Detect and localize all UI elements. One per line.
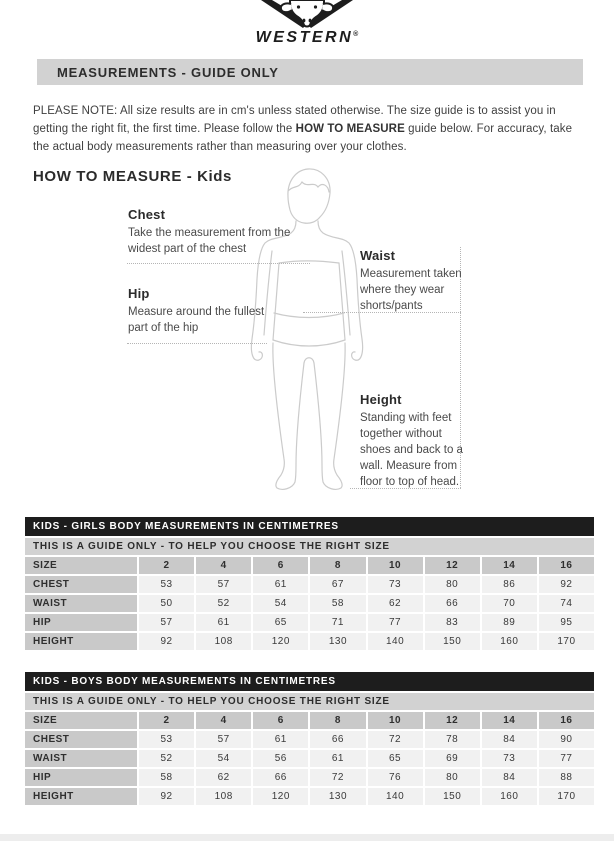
chest-guide-line <box>127 263 310 264</box>
row-label: HEIGHT <box>25 788 137 805</box>
cell-value: 88 <box>539 769 594 786</box>
cell-value: 73 <box>368 576 423 593</box>
note-prefix: PLEASE NOTE: All size results are in cm's unless stated otherwise. The size guide is to assist you in getting the right fit, the first time. Please follow the <box>33 105 556 135</box>
cell-value: 69 <box>425 750 480 767</box>
cell-value: 130 <box>310 788 365 805</box>
annotation-height-label: Height <box>360 392 402 407</box>
table-subtitle: THIS IS A GUIDE ONLY - TO HELP YOU CHOOSE THE RIGHT SIZE <box>25 538 594 555</box>
cell-value: 10 <box>368 712 423 729</box>
cell-value: 160 <box>482 633 537 650</box>
cell-value: 77 <box>539 750 594 767</box>
cell-value: 12 <box>425 712 480 729</box>
cell-value: 71 <box>310 614 365 631</box>
note-suffix: guide below. For accuracy, take the actual body measurements rather than measuring over your clothes. <box>33 122 573 153</box>
cell-value: 84 <box>482 769 537 786</box>
table-row <box>25 614 594 631</box>
how-to-measure-title: HOW TO MEASURE - Kids <box>33 168 232 185</box>
cell-value: 58 <box>139 769 194 786</box>
cell-value: 58 <box>310 595 365 612</box>
cell-value: 54 <box>253 595 308 612</box>
cell-value: 50 <box>139 595 194 612</box>
cell-value: 16 <box>539 712 594 729</box>
cell-value: 120 <box>253 633 308 650</box>
cell-value: 12 <box>425 557 480 574</box>
cell-value: 70 <box>482 595 537 612</box>
hip-guide-line <box>127 343 267 344</box>
table-subtitle: THIS IS A GUIDE ONLY - TO HELP YOU CHOOSE THE RIGHT SIZE <box>25 693 594 710</box>
table-title: KIDS - GIRLS BODY MEASUREMENTS IN CENTIMETRES <box>25 517 594 536</box>
cell-value: 62 <box>196 769 251 786</box>
bottom-strip <box>0 834 614 841</box>
cell-value: 140 <box>368 788 423 805</box>
cell-value: 160 <box>482 788 537 805</box>
cell-value: 8 <box>310 712 365 729</box>
cell-value: 6 <box>253 712 308 729</box>
size-table-girls <box>25 517 594 650</box>
cell-value: 72 <box>310 769 365 786</box>
cell-value: 92 <box>139 633 194 650</box>
cell-value: 73 <box>482 750 537 767</box>
cell-value: 65 <box>368 750 423 767</box>
cell-value: 108 <box>196 633 251 650</box>
table-rows <box>25 712 594 805</box>
cell-value: 56 <box>253 750 308 767</box>
annotation-height-text: Standing with feet together without shoes and back to a wall. Measure from floor to top of head. <box>360 412 463 489</box>
note-bold: HOW TO MEASURE <box>295 122 405 135</box>
cell-value: 14 <box>482 557 537 574</box>
cell-value: 53 <box>139 576 194 593</box>
row-label: HEIGHT <box>25 633 137 650</box>
section-header-title: MEASUREMENTS - GUIDE ONLY <box>57 64 279 80</box>
cell-value: 54 <box>196 750 251 767</box>
annotation-chest-label: Chest <box>128 207 166 222</box>
cell-value: 74 <box>539 595 594 612</box>
cell-value: 92 <box>139 788 194 805</box>
cell-value: 67 <box>310 576 365 593</box>
row-label: WAIST <box>25 595 137 612</box>
cell-value: 80 <box>425 576 480 593</box>
table-row <box>25 557 594 574</box>
cell-value: 150 <box>425 788 480 805</box>
cell-value: 72 <box>368 731 423 748</box>
brand-name: WESTERN® <box>255 29 359 46</box>
table-title: KIDS - BOYS BODY MEASUREMENTS IN CENTIMETRES <box>25 672 594 691</box>
cell-value: 150 <box>425 633 480 650</box>
cell-value: 89 <box>482 614 537 631</box>
row-label: HIP <box>25 614 137 631</box>
cell-value: 52 <box>196 595 251 612</box>
table-row <box>25 750 594 767</box>
annotation-height <box>360 392 468 490</box>
cell-value: 57 <box>196 731 251 748</box>
table-row <box>25 788 594 805</box>
size-table-boys <box>25 672 594 805</box>
registered-mark: ® <box>353 31 359 38</box>
cell-value: 66 <box>425 595 480 612</box>
cell-value: 57 <box>139 614 194 631</box>
cell-value: 61 <box>196 614 251 631</box>
cell-value: 84 <box>482 731 537 748</box>
cell-value: 16 <box>539 557 594 574</box>
cell-value: 6 <box>253 557 308 574</box>
cell-value: 66 <box>310 731 365 748</box>
cell-value: 14 <box>482 712 537 729</box>
row-label: SIZE <box>25 712 137 729</box>
annotation-hip-text: Measure around the fullest part of the hip <box>128 306 265 335</box>
table-row <box>25 595 594 612</box>
row-label: SIZE <box>25 557 137 574</box>
row-label: CHEST <box>25 731 137 748</box>
table-row <box>25 769 594 786</box>
cell-value: 57 <box>196 576 251 593</box>
note-text <box>33 103 589 156</box>
table-row <box>25 576 594 593</box>
cell-value: 2 <box>139 557 194 574</box>
row-label: CHEST <box>25 576 137 593</box>
cell-value: 92 <box>539 576 594 593</box>
cell-value: 90 <box>539 731 594 748</box>
table-row <box>25 712 594 729</box>
cell-value: 10 <box>368 557 423 574</box>
steer-head-icon <box>257 0 357 28</box>
cell-value: 170 <box>539 633 594 650</box>
cell-value: 66 <box>253 769 308 786</box>
cell-value: 61 <box>253 576 308 593</box>
cell-value: 65 <box>253 614 308 631</box>
brand-logo <box>237 0 377 47</box>
annotation-hip-label: Hip <box>128 286 150 301</box>
annotation-waist-label: Waist <box>360 248 396 263</box>
cell-value: 77 <box>368 614 423 631</box>
section-header <box>37 59 583 85</box>
cell-value: 52 <box>139 750 194 767</box>
cell-value: 76 <box>368 769 423 786</box>
cell-value: 53 <box>139 731 194 748</box>
cell-value: 130 <box>310 633 365 650</box>
cell-value: 83 <box>425 614 480 631</box>
annotation-waist <box>360 248 462 314</box>
cell-value: 86 <box>482 576 537 593</box>
cell-value: 78 <box>425 731 480 748</box>
annotation-chest <box>128 207 306 257</box>
table-rows <box>25 557 594 650</box>
cell-value: 4 <box>196 557 251 574</box>
cell-value: 108 <box>196 788 251 805</box>
cell-value: 120 <box>253 788 308 805</box>
annotation-hip <box>128 286 278 336</box>
cell-value: 80 <box>425 769 480 786</box>
cell-value: 61 <box>310 750 365 767</box>
cell-value: 170 <box>539 788 594 805</box>
row-label: WAIST <box>25 750 137 767</box>
cell-value: 2 <box>139 712 194 729</box>
cell-value: 62 <box>368 595 423 612</box>
cell-value: 140 <box>368 633 423 650</box>
cell-value: 4 <box>196 712 251 729</box>
cell-value: 61 <box>253 731 308 748</box>
row-label: HIP <box>25 769 137 786</box>
table-row <box>25 633 594 650</box>
annotation-waist-text: Measurement taken where they wear shorts/pants <box>360 268 462 313</box>
cell-value: 95 <box>539 614 594 631</box>
annotation-chest-text: Take the measurement from the widest part of the chest <box>128 227 291 256</box>
cell-value: 8 <box>310 557 365 574</box>
table-row <box>25 731 594 748</box>
